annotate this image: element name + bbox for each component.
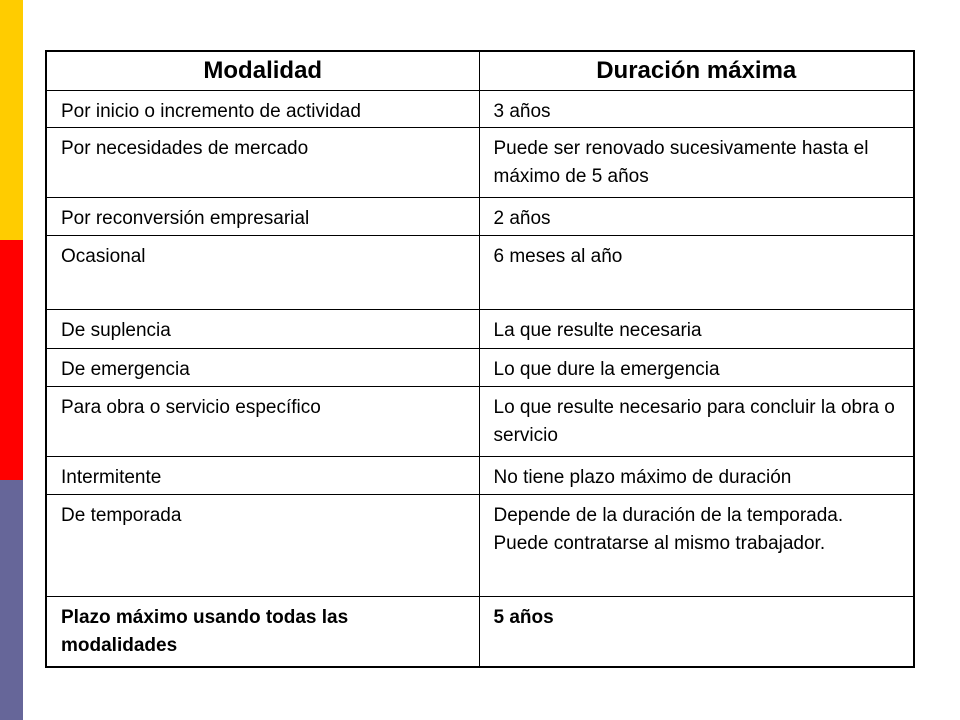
table-row [46,310,914,349]
cell-modalidad: Para obra o servicio específico [46,387,479,457]
accent-stripe-yellow [0,0,23,240]
table-row [46,236,914,310]
cell-duracion: Depende de la duración de la temporada. Puede contratarse al mismo trabajador. [479,495,914,597]
cell-duracion: 6 meses al año [479,236,914,310]
cell-modalidad: Plazo máximo usando todas las modalidades [46,597,479,667]
cell-duracion: 2 años [479,198,914,236]
header-modalidad: Modalidad [46,51,479,91]
cell-modalidad: Por reconversión empresarial [46,198,479,236]
cell-duracion: 5 años [479,597,914,667]
cell-duracion: Puede ser renovado sucesivamente hasta el máximo de 5 años [479,128,914,198]
cell-duracion: La que resulte necesaria [479,310,914,349]
table-header-row [46,51,914,91]
cell-modalidad: De emergencia [46,349,479,387]
cell-modalidad: Por inicio o incremento de actividad [46,91,479,128]
cell-modalidad: De suplencia [46,310,479,349]
cell-modalidad: De temporada [46,495,479,597]
table-row [46,128,914,198]
modalidades-table [45,50,915,668]
table-row [46,387,914,457]
cell-modalidad: Intermitente [46,457,479,495]
cell-duracion: Lo que dure la emergencia [479,349,914,387]
cell-modalidad: Por necesidades de mercado [46,128,479,198]
table-row-total [46,597,914,667]
cell-duracion: Lo que resulte necesario para concluir la obra o servicio [479,387,914,457]
table-row [46,457,914,495]
accent-stripe-purple [0,480,23,720]
table-row [46,495,914,597]
table-row [46,91,914,128]
header-duracion-maxima: Duración máxima [479,51,914,91]
cell-modalidad: Ocasional [46,236,479,310]
cell-duracion: No tiene plazo máximo de duración [479,457,914,495]
cell-duracion: 3 años [479,91,914,128]
table-row [46,198,914,236]
table-row [46,349,914,387]
accent-stripe-red [0,240,23,480]
